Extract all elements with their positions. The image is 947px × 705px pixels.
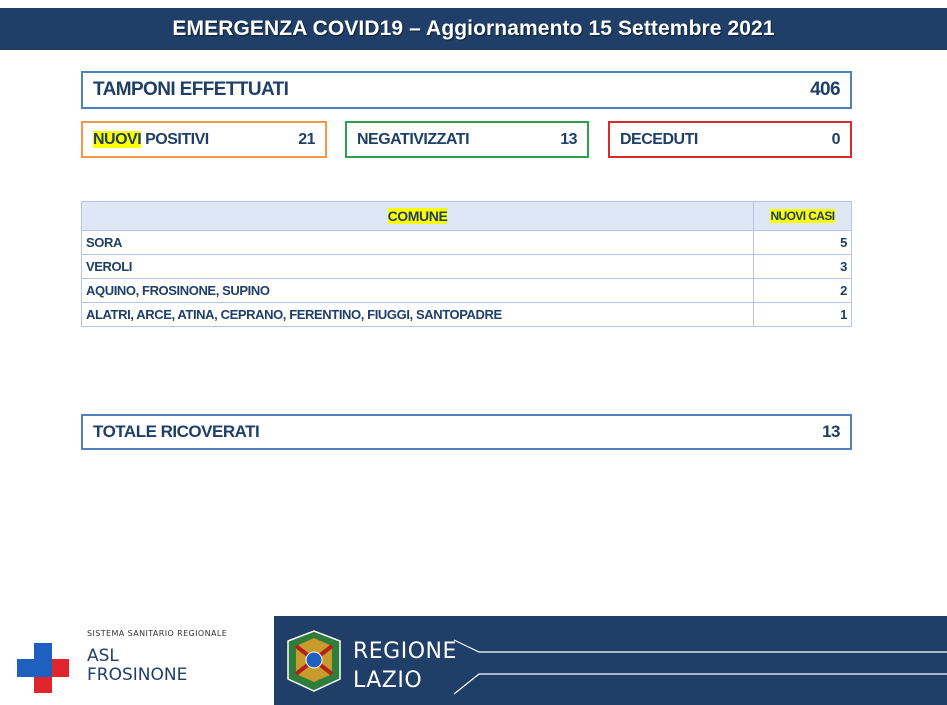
nuovi-positivi-value: 21 [298, 130, 315, 148]
casi-cell: 5 [754, 231, 852, 255]
table-header-row [82, 202, 852, 231]
medical-cross-icon [17, 643, 69, 693]
casi-cell: 2 [754, 279, 852, 303]
header-nuovi-casi-text: NUOVI CASI [770, 209, 835, 223]
deceduti-box [608, 121, 852, 158]
asl-line2: FROSINONE [87, 665, 188, 685]
banner-line-top [454, 640, 947, 652]
casi-cell: 1 [754, 303, 852, 327]
page-title: EMERGENZA COVID19 – Aggiornamento 15 Settembre 2021 [0, 8, 947, 50]
tamponi-box [81, 71, 852, 109]
regione-text: REGIONE [353, 639, 457, 664]
regione-emblem-icon [288, 631, 340, 691]
comune-cell: ALATRI, ARCE, ATINA, CEPRANO, FERENTINO, FIUGGI, SANTOPADRE [82, 303, 754, 327]
asl-line1: ASL [87, 646, 119, 666]
nuovi-positivi-box [81, 121, 327, 158]
tamponi-label: TAMPONI EFFETTUATI [93, 79, 289, 100]
negativizzati-box [345, 121, 589, 158]
table-row [82, 255, 852, 279]
asl-subtitle: SISTEMA SANITARIO REGIONALE [87, 629, 228, 638]
negativizzati-label: NEGATIVIZZATI [357, 130, 470, 148]
casi-cell: 3 [754, 255, 852, 279]
comune-cell: AQUINO, FROSINONE, SUPINO [82, 279, 754, 303]
header-comune-text: COMUNE [387, 208, 448, 224]
asl-name [87, 647, 187, 685]
comune-cell: SORA [82, 231, 754, 255]
nuovi-positivi-label [93, 131, 209, 149]
table-row [82, 303, 852, 327]
lazio-text: LAZIO [353, 668, 423, 693]
comuni-table [81, 201, 852, 327]
nuovi-highlight: NUOVI [93, 130, 142, 148]
regione-lazio-banner [274, 616, 947, 705]
deceduti-value: 0 [831, 130, 840, 148]
banner-line-bottom [454, 674, 947, 694]
positivi-text: POSITIVI [141, 130, 209, 148]
header-comune [82, 202, 754, 231]
table-row [82, 231, 852, 255]
ricoverati-label: TOTALE RICOVERATI [93, 422, 260, 441]
tamponi-value: 406 [810, 79, 840, 100]
comune-cell: VEROLI [82, 255, 754, 279]
ricoverati-value: 13 [822, 422, 840, 441]
deceduti-label: DECEDUTI [620, 130, 698, 148]
table-row [82, 279, 852, 303]
header-nuovi-casi [754, 202, 852, 231]
totale-ricoverati-box [81, 414, 852, 450]
negativizzati-value: 13 [560, 130, 577, 148]
asl-frosinone-logo [15, 625, 265, 695]
